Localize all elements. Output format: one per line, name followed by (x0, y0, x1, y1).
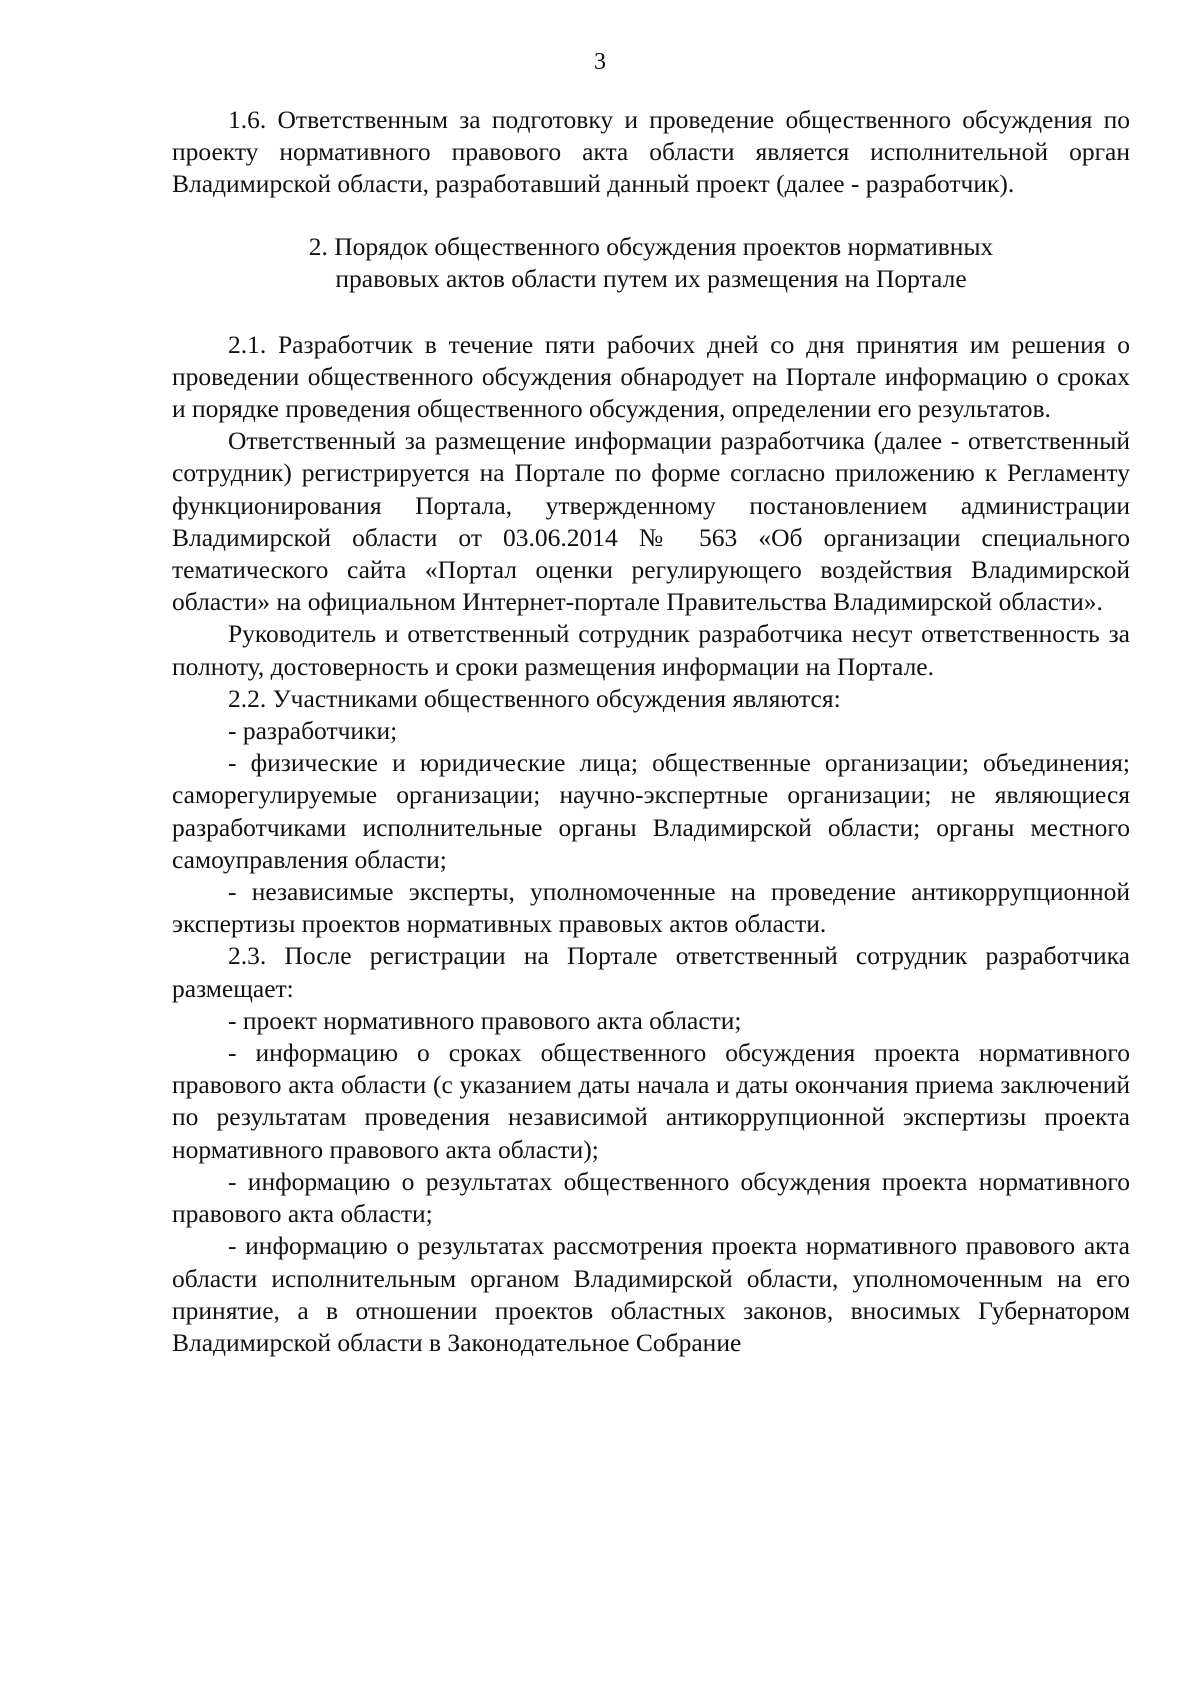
page-number: 3 (594, 49, 606, 75)
paragraph-responsibility: Руководитель и ответственный сотрудник разработчика несут ответственность за полноту, достоверность и сроки размещения информации на Портале. (172, 619, 1130, 681)
section-heading (172, 231, 1130, 295)
list-item-independent-experts: - независимые эксперты, уполномоченные на проведение антикоррупционной экспертизы проектов нормативных правовых актов области. (172, 877, 1130, 939)
paragraph-2-3: 2.3. После регистрации на Портале ответственный сотрудник разработчика размещает: (172, 941, 1130, 1003)
paragraph-1-6: 1.6. Ответственным за подготовку и проведение общественного обсуждения по проекту нормативного правового акта области является исполнительной орган Владимирской области, разработавший данный проект (далее - разработчик). (172, 105, 1130, 199)
section-heading-line-1: 2. Порядок общественного обсуждения проектов нормативных (308, 231, 994, 261)
document-body (172, 104, 1130, 1359)
list-item-discussion-terms: - информацию о сроках общественного обсуждения проекта нормативного правового акта области (с указанием даты начала и даты окончания приема заключений по результатам проведения независимой антикоррупционной экспертизы проекта нормативного правового акта области); (172, 1038, 1130, 1164)
paragraph-2-2: 2.2. Участниками общественного обсуждения являются: (228, 683, 841, 713)
list-item-developers: - разработчики; (228, 716, 398, 746)
list-item-draft-act: - проект нормативного правового акта области; (228, 1005, 742, 1035)
section-heading-line-2: правовых актов области путем их размещения на Портале (335, 263, 967, 293)
paragraph-responsible-employee: Ответственный за размещение информации разработчика (далее - ответственный сотрудник) регистрируется на Портале по форме согласно приложению к Регламенту функционирования Портала, утвержденному постановлением администрации Владимирской области от 03.06.2014 № 563 «Об организации специального тематического сайта «Портал оценки регулирующего воздействия Владимирской области» на официальном Интернет-портале Правительства Владимирской области». (172, 426, 1130, 617)
list-item-persons-organizations: - физические и юридические лица; общественные организации; объединения; саморегулируемые организации; научно-экспертные организации; не являющиеся разработчиками исполнительные органы Владимирской области; органы местного самоуправления области; (172, 748, 1130, 874)
paragraph-2-1: 2.1. Разработчик в течение пяти рабочих дней со дня принятия им решения о проведении общественного обсуждения обнародует на Портале информацию о сроках и порядке проведения общественного обсуждения, определении его результатов. (172, 329, 1130, 424)
list-item-discussion-results: - информацию о результатах общественного обсуждения проекта нормативного правового акта области; (172, 1166, 1130, 1229)
list-item-review-results: - информацию о результатах рассмотрения проекта нормативного правового акта области исполнительным органом Владимирской области, уполномоченным на его принятие, а в отношении проектов областных законов, вносимых Губернатором Владимирской области в Законодательное Собрание (172, 1231, 1130, 1357)
